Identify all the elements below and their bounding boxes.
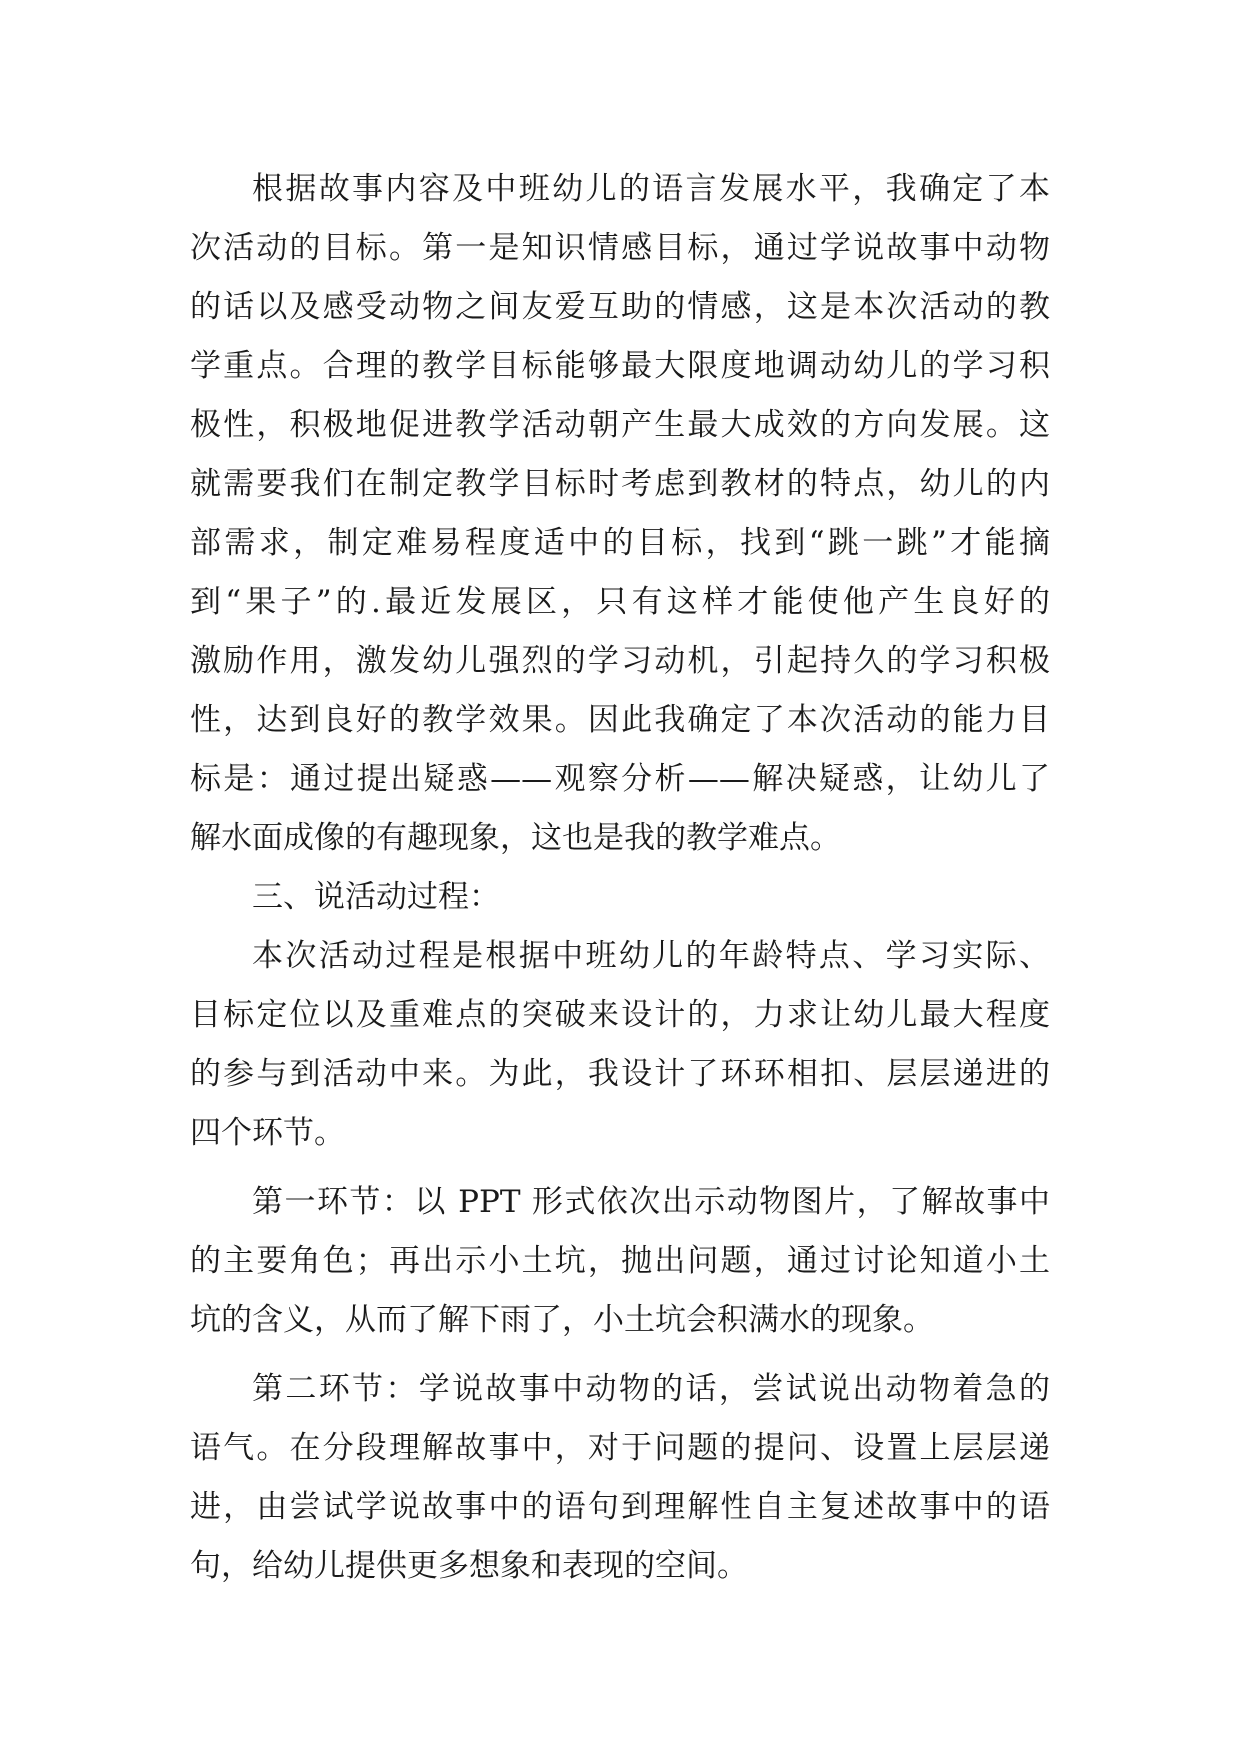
text-line: 四个环节。 xyxy=(190,1115,345,1151)
heading-text: 三、说活动过程： xyxy=(252,879,500,915)
paragraph xyxy=(190,1173,1050,1350)
text-line: 语气。在分段理解故事中，对于问题的提问、设置上层层递 xyxy=(190,1430,1050,1466)
text-line: 本次活动过程是根据中班幼儿的年龄特点、学习实际、 xyxy=(252,938,1050,974)
text-line: 到“果子”的.最近发展区，只有这样才能使他产生良好的 xyxy=(190,584,1050,620)
text-line: 学重点。合理的教学目标能够最大限度地调动幼儿的学习积 xyxy=(190,348,1050,384)
text-line: 的主要角色；再出示小土坑，抛出问题，通过讨论知道小土 xyxy=(190,1243,1050,1279)
text-line: 坑的含义，从而了解下雨了，小土坑会积满水的现象。 xyxy=(190,1302,934,1338)
paragraph-gap xyxy=(190,1350,1050,1360)
text-line: 第一环节：以 PPT 形式依次出示动物图片，了解故事中 xyxy=(252,1184,1050,1220)
text-line: 第二环节：学说故事中动物的话，尝试说出动物着急的 xyxy=(252,1371,1050,1407)
paragraph xyxy=(190,1360,1050,1596)
text-line: 进，由尝试学说故事中的语句到理解性自主复述故事中的语 xyxy=(190,1489,1050,1525)
text-line: 部需求，制定难易程度适中的目标，找到“跳一跳”才能摘 xyxy=(190,525,1050,561)
paragraph-gap xyxy=(190,1163,1050,1173)
text-line: 的参与到活动中来。为此，我设计了环环相扣、层层递进的 xyxy=(190,1056,1050,1092)
text-line: 次活动的目标。第一是知识情感目标，通过学说故事中动物 xyxy=(190,230,1050,266)
text-line: 就需要我们在制定教学目标时考虑到教材的特点，幼儿的内 xyxy=(190,466,1050,502)
text-line: 激励作用，激发幼儿强烈的学习动机，引起持久的学习积极 xyxy=(190,643,1050,679)
text-line: 根据故事内容及中班幼儿的语言发展水平，我确定了本 xyxy=(252,171,1050,207)
text-line: 解水面成像的有趣现象，这也是我的教学难点。 xyxy=(190,820,841,856)
document-body xyxy=(190,160,1050,1596)
text-line: 句，给幼儿提供更多想象和表现的空间。 xyxy=(190,1548,748,1584)
text-line: 性，达到良好的教学效果。因此我确定了本次活动的能力目 xyxy=(190,702,1050,738)
text-line: 的话以及感受动物之间友爱互助的情感，这是本次活动的教 xyxy=(190,289,1050,325)
text-line: 极性，积极地促进教学活动朝产生最大成效的方向发展。这 xyxy=(190,407,1050,443)
paragraph xyxy=(190,160,1050,868)
text-line: 目标定位以及重难点的突破来设计的，力求让幼儿最大程度 xyxy=(190,997,1050,1033)
paragraph xyxy=(190,927,1050,1163)
text-line: 标是：通过提出疑惑——观察分析——解决疑惑，让幼儿了 xyxy=(190,761,1050,797)
section-heading xyxy=(190,868,1050,927)
